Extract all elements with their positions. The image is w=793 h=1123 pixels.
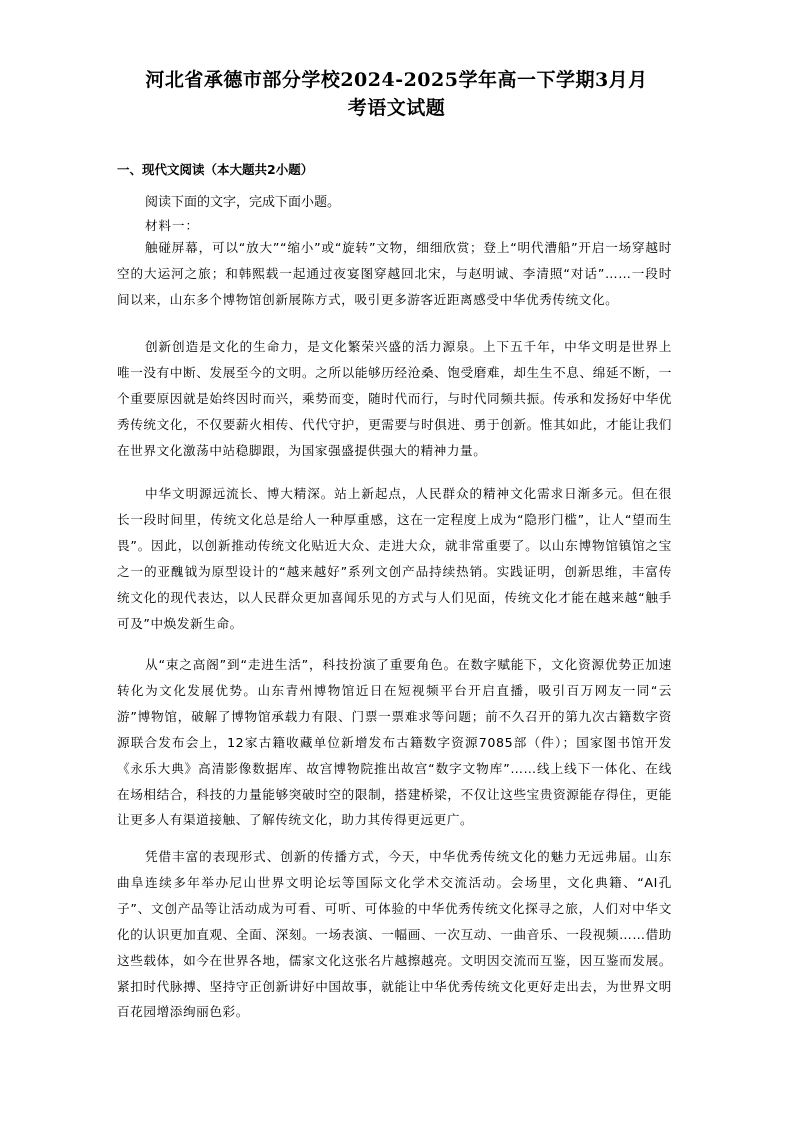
paragraph: 凭借丰富的表现形式、创新的传播方式，今天，中华优秀传统文化的魅力无远弗届。山东曲阜连续多年举办尼山世界文明论坛等国际文化学术交流活动。会场里，文化典籍、“AI孔子”、文创产品等让活动成为可看、可听、可体验的中华优秀传统文化探寻之旅，人们对中华文化的认识更加直观、全面、深刻。一场表演、一幅画、一次互动、一曲音乐、一段视频……借助这些载体，如今在世界各地，儒家文化这张名片越擦越亮。文明因交流而互鉴，因互鉴而发展。紧扣时代脉搏、坚持守正创新讲好中国故事，就能让中华优秀传统文化更好走出去，为世界文明百花园增添绚丽色彩。 bbox=[117, 849, 672, 1020]
document-title-line-2: 考语文试题 bbox=[347, 97, 446, 119]
paragraph: 中华文明源远流长、博大精深。站上新起点，人民群众的精神文化需求日渐多元。但在很长一段时间里，传统文化总是给人一种厚重感，这在一定程度上成为“隐形门槛”，让人“望而生畏”。因此，以创新推动传统文化贴近大众、走进大众，就非常重要了。以山东博物馆镇馆之宝之一的亚醜钺为原型设计的“越来越好”系列文创产品持续热销。实践证明，创新思维，丰富传统文化的现代表达，以人民群众更加喜闻乐见的方式与人们见面，传统文化才能在越来越“触手可及”中焕发新生命。 bbox=[117, 486, 672, 631]
material-label: 材料一： bbox=[145, 218, 200, 233]
paragraph: 从“束之高阁”到“走进生活”，科技扮演了重要角色。在数字赋能下，文化资源优势正加速转化为文化发展优势。山东青州博物馆近日在短视频平台开启直播，吸引百万网友一同“云游”博物馆，破解了博物馆承载力有限、门票一票难求等问题；前不久召开的第九次古籍数字资源联合发布会上，12家古籍收藏单位新增发布古籍数字资源7085部（件）；国家图书馆开发《永乐大典》高清影像数据库、故宫博物院推出故宫“数字文物库”……线上线下一体化、在线在场相结合，科技的力量能够突破时空的限制，搭建桥梁，不仅让这些宝贵资源能存得住，更能让更多人有渠道接触、了解传统文化，助力其传得更远更广。 bbox=[117, 657, 672, 828]
paragraph: 创新创造是文化的生命力，是文化繁荣兴盛的活力源泉。上下五千年，中华文明是世界上唯一没有中断、发展至今的文明。之所以能够历经沧桑、饱受磨难，却生生不息、绵延不断，一个重要原因就是始终因时而兴，乘势而变，随时代而行，与时代同频共振。传承和发扬好中华优秀传统文化，不仅要薪火相传、代代守护，更需要与时俱进、勇于创新。惟其如此，才能让我们在世界文化激荡中站稳脚跟，为国家强盛提供强大的精神力量。 bbox=[117, 339, 672, 458]
paragraph: 触碰屏幕，可以“放大”“缩小”或“旋转”文物，细细欣赏；登上“明代漕船”开启一场穿越时空的大运河之旅；和韩熙载一起通过夜宴图穿越回北宋，与赵明诚、李清照“对话”……一段时间以来，山东多个博物馆创新展陈方式，吸引更多游客近距离感受中华优秀传统文化。 bbox=[117, 240, 672, 307]
document-title-line-1: 河北省承德市部分学校2024-2025学年高一下学期3月月 bbox=[145, 69, 648, 91]
reading-instruction: 阅读下面的文字，完成下面小题。 bbox=[145, 195, 341, 210]
section-heading: 一、现代文阅读（本大题共2小题） bbox=[117, 162, 314, 177]
